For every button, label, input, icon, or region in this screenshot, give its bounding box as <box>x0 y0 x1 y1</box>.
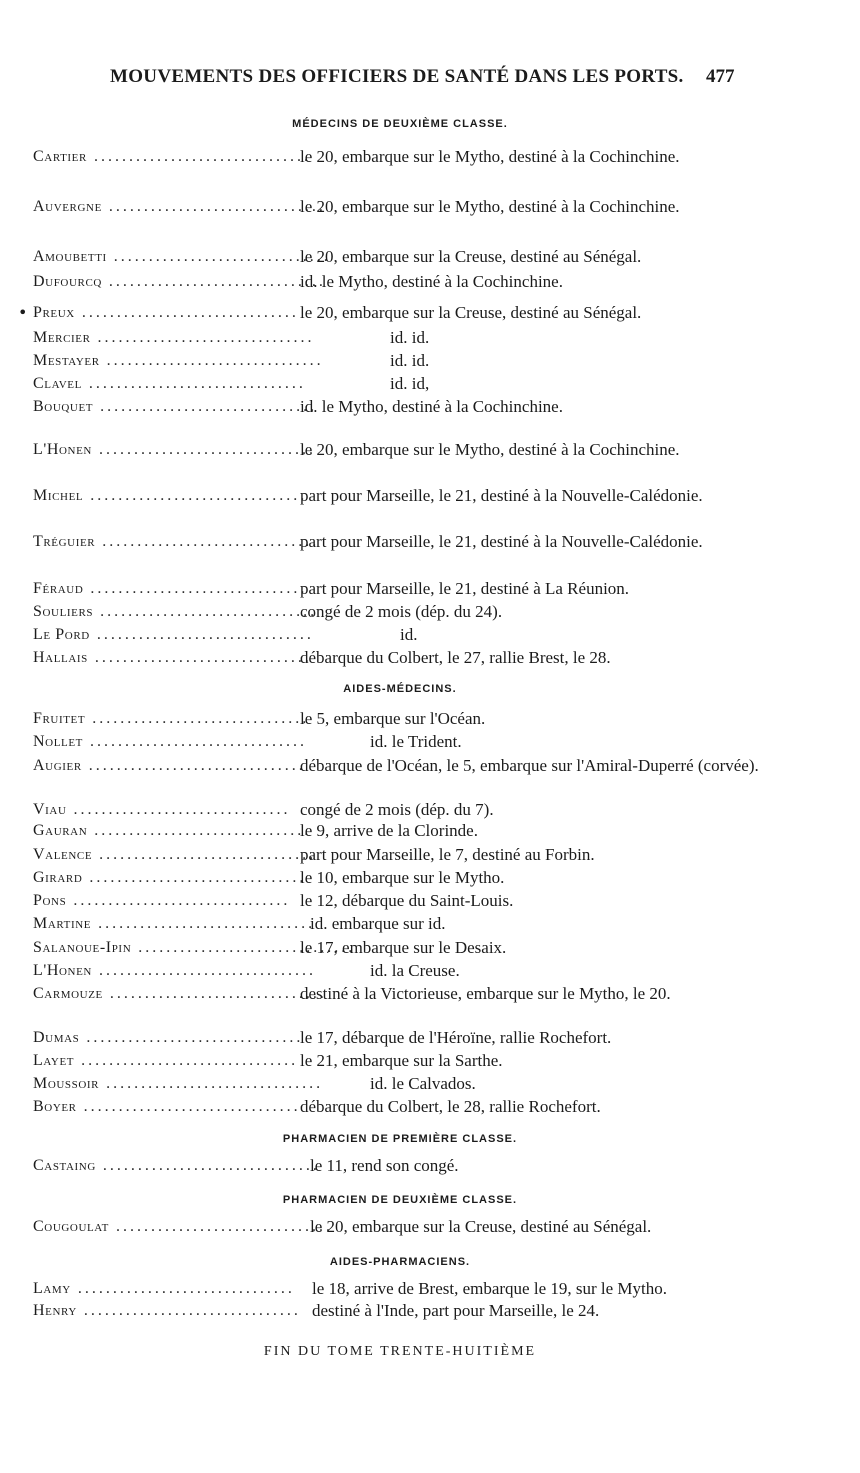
movement-detail: le 20, embarque sur la Creuse, destiné au Sénégal. <box>300 247 642 266</box>
end-of-volume-note: FIN DU TOME TRENTE-HUITIÈME <box>263 1344 537 1359</box>
movement-detail: part pour Marseille, le 7, destiné au Forbin. <box>300 845 595 864</box>
movement-detail: id. la Creuse. <box>370 961 460 980</box>
officer-name: Preux ............................... <box>33 304 299 321</box>
section-heading: AIDES-PHARMACIENS. <box>329 1256 471 1268</box>
movement-detail: congé de 2 mois (dép. du 24). <box>300 602 503 621</box>
movement-detail: id. le Trident. <box>370 732 462 751</box>
officer-name: Viau ............................... <box>33 801 291 818</box>
movement-detail: le 5, embarque sur l'Océan. <box>300 709 486 728</box>
movement-detail: id. le Mytho, destiné à la Cochinchine. <box>300 397 563 416</box>
officer-name: Valence ............................... <box>33 846 317 863</box>
officer-name: Dufourcq ............................... <box>33 273 326 290</box>
movement-detail: id. id, <box>390 374 430 393</box>
movement-detail: id. id. <box>390 328 430 347</box>
officer-name: Moussoir ............................... <box>33 1075 324 1092</box>
officer-name: Féraud ............................... <box>33 580 308 597</box>
officer-name: Girard ............................... <box>33 869 307 886</box>
officer-name: Mercier ............................... <box>33 329 315 346</box>
officer-name: Souliers ............................... <box>33 603 318 620</box>
officer-name: Salanoue-Ipin ............................... <box>33 939 356 956</box>
officer-name: Hallais ............................... <box>33 649 312 666</box>
officer-name: Mestayer ............................... <box>33 352 324 369</box>
movement-detail: le 9, arrive de la Clorinde. <box>300 821 478 840</box>
running-head-title: MOUVEMENTS DES OFFICIERS DE SANTÉ DANS LES PORTS. <box>110 66 684 87</box>
officer-name: L'Honen ............................... <box>33 962 316 979</box>
movement-detail: le 20, embarque sur le Mytho, destiné à la Cochinchine. <box>300 440 680 459</box>
margin-bullet: • <box>18 303 28 322</box>
officer-name: Boyer ............................... <box>33 1098 301 1115</box>
movement-detail: débarque de l'Océan, le 5, embarque sur l'Amiral-Duperré (corvée). <box>300 756 759 775</box>
officer-name: Clavel ............................... <box>33 375 306 392</box>
officer-name: Fruitet ............................... <box>33 710 310 727</box>
movement-detail: id. le Mytho, destiné à la Cochinchine. <box>300 272 563 291</box>
section-heading: MÉDECINS DE DEUXIÈME CLASSE. <box>292 118 508 130</box>
officer-name: Nollet ............................... <box>33 733 307 750</box>
page-number: 477 <box>706 66 735 87</box>
section-heading: PHARMACIEN DE PREMIÈRE CLASSE. <box>282 1133 518 1145</box>
movement-detail: le 18, arrive de Brest, embarque le 19, sur le Mytho. <box>312 1279 668 1298</box>
officer-name: Henry ............................... <box>33 1302 301 1319</box>
movement-detail: le 20, embarque sur la Creuse, destiné au Sénégal. <box>310 1217 652 1236</box>
officer-name: Dumas ............................... <box>33 1029 304 1046</box>
officer-name: Le Pord ............................... <box>33 626 314 643</box>
officer-name: Gauran ............................... <box>33 822 312 839</box>
officer-name: Auvergne ............................... <box>33 198 326 215</box>
officer-name: Lamy ............................... <box>33 1280 295 1297</box>
movement-detail: destiné à l'Inde, part pour Marseille, le 24. <box>312 1301 600 1320</box>
officer-name: Augier ............................... <box>33 757 306 774</box>
movement-detail: le 10, embarque sur le Mytho. <box>300 868 505 887</box>
movement-detail: id. embarque sur id. <box>310 914 446 933</box>
officer-name: Pons ............................... <box>33 892 291 909</box>
movement-detail: destiné à la Victorieuse, embarque sur le Mytho, le 20. <box>300 984 671 1003</box>
officer-name: Michel ............................... <box>33 487 308 504</box>
movement-detail: le 20, embarque sur la Creuse, destiné au Sénégal. <box>300 303 642 322</box>
movement-detail: id. le Calvados. <box>370 1074 476 1093</box>
officer-name: Castaing ............................... <box>33 1157 320 1174</box>
movement-detail: le 20, embarque sur le Mytho, destiné à la Cochinchine. <box>300 197 680 216</box>
movement-detail: part pour Marseille, le 21, destiné à la Nouvelle-Calédonie. <box>300 486 703 505</box>
movement-detail: débarque du Colbert, le 27, rallie Brest, le 28. <box>300 648 611 667</box>
officer-name: Cougoulat ............................... <box>33 1218 333 1235</box>
officer-name: Tréguier ............................... <box>33 533 320 550</box>
officer-name: L'Honen ............................... <box>33 441 316 458</box>
movement-detail: le 17, embarque sur le Desaix. <box>300 938 507 957</box>
movement-detail: le 17, débarque de l'Héroïne, rallie Rochefort. <box>300 1028 612 1047</box>
section-heading: AIDES-MÉDECINS. <box>343 683 457 695</box>
section-heading: PHARMACIEN DE DEUXIÈME CLASSE. <box>282 1194 518 1206</box>
running-head <box>0 66 800 94</box>
officer-name: Bouquet ............................... <box>33 398 318 415</box>
movement-detail: le 20, embarque sur le Mytho, destiné à la Cochinchine. <box>300 147 680 166</box>
officer-name: Carmouze ............................... <box>33 985 327 1002</box>
officer-name: Amoubetti ............................... <box>33 248 331 265</box>
movement-detail: id. <box>400 625 418 644</box>
officer-name: Layet ............................... <box>33 1052 299 1069</box>
movement-detail: congé de 2 mois (dép. du 7). <box>300 800 494 819</box>
movement-detail: le 21, embarque sur la Sarthe. <box>300 1051 503 1070</box>
movement-detail: id. id. <box>390 351 430 370</box>
movement-detail: part pour Marseille, le 21, destiné à la Nouvelle-Calédonie. <box>300 532 703 551</box>
movement-detail: le 12, débarque du Saint-Louis. <box>300 891 514 910</box>
officer-name: Martine ............................... <box>33 915 316 932</box>
movement-detail: part pour Marseille, le 21, destiné à La Réunion. <box>300 579 630 598</box>
officer-name: Cartier ............................... <box>33 148 311 165</box>
movement-detail: le 11, rend son congé. <box>310 1156 459 1175</box>
movement-detail: débarque du Colbert, le 28, rallie Rochefort. <box>300 1097 601 1116</box>
